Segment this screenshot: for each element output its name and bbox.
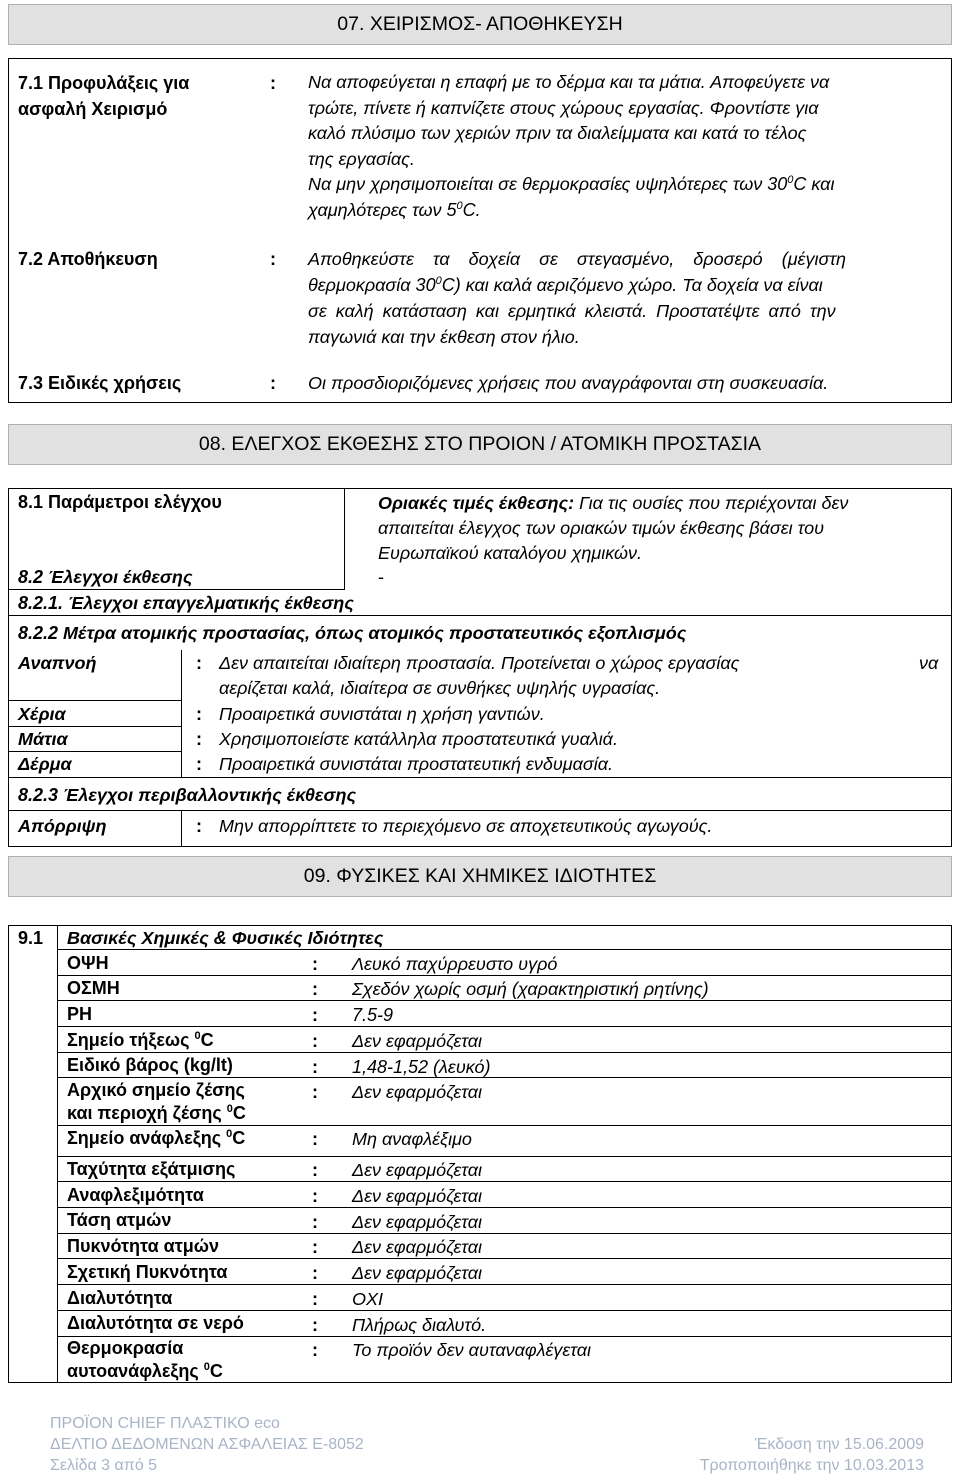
prop-colon: : <box>312 1340 318 1360</box>
prop-label-flammability: Αναφλεξιμότητα <box>67 1185 204 1205</box>
prop-value-flammability: Δεν εφαρμόζεται <box>352 1186 482 1206</box>
prop-colon: : <box>312 1082 318 1102</box>
s823-label: 8.2.3 Έλεγχοι περιβαλλοντικής έκθεσης <box>18 785 357 805</box>
prop-colon: : <box>312 1212 318 1232</box>
prop-value-evaporation-rate: Δεν εφαρμόζεται <box>352 1160 482 1180</box>
prop-colon: : <box>312 1160 318 1180</box>
row-divider <box>57 1077 951 1078</box>
hands-label: Χέρια <box>18 704 66 724</box>
s91-title-underline <box>57 949 951 950</box>
s81-divider <box>344 489 345 589</box>
prop-colon: : <box>312 1031 318 1051</box>
prop-value-ph: 7.5-9 <box>352 1005 394 1025</box>
prop-label-density: Ειδικό βάρος (kg/lt) <box>67 1055 233 1075</box>
prop-value-relative-density: Δεν εφαρμόζεται <box>352 1263 482 1283</box>
s72-colon: : <box>270 249 276 269</box>
skin-label: Δέρμα <box>18 754 72 774</box>
prop-label-flash-point: Σημείο ανάφλεξης $^0$C <box>67 1128 246 1148</box>
row-divider <box>57 975 951 976</box>
prop-label-melting-point: Σημείο τήξεως $^0$C <box>67 1030 214 1050</box>
prop-colon: : <box>312 1186 318 1206</box>
s71-text: Να αποφεύγεται η επαφή με το δέρμα και τα μάτια. Αποφεύγετε να τρώτε, πίνετε ή καπνίζετε στους χώρους εργασίας. Φροντίστε για καλό πλύσιμο των χεριών πριν τα διαλείμματα και κατά το τέλος της εργασίας. Να μην χρησιμοποιείται σε θερμοκρασίες υψηλότερες των $30^0C$ και χαμηλότερες των $5^0C$. <box>308 72 835 220</box>
section-8-header: 08. ΕΛΕΓΧΟΣ ΕΚΘΕΣΗΣ ΣΤΟ ΠΡΟΙΟΝ / ΑΤΟΜΙΚΗ ΠΡΟΣΤΑΣΙΑ <box>8 424 952 465</box>
s821-underline <box>9 615 951 616</box>
prop-value-water-solubility: Πλήρως διαλυτό. <box>352 1315 487 1335</box>
row-divider <box>57 1207 951 1208</box>
footer-sheet: ΔΕΛΤΙΟ ΔΕΔΟΜΕΝΩΝ ΑΣΦΑΛΕΙΑΣ Ε-8052 <box>50 1436 364 1453</box>
s71-label: 7.1 Προφυλάξεις για ασφαλή Χειρισμό <box>18 73 190 119</box>
respiration-colon: : <box>196 653 202 673</box>
s823-underline <box>9 810 951 811</box>
eyes-label: Μάτια <box>18 729 68 749</box>
prop-colon: : <box>312 1315 318 1335</box>
disposal-label: Απόρριψη <box>18 816 107 836</box>
respiration-text: Δεν απαιτείται ιδιαίτερη προστασία. Προτείνεται ο χώρος εργασίας αερίζεται καλά, ιδιαίτερα σε συνθήκες υψηλής υγρασίας. <box>219 653 740 698</box>
respiration-label: Αναπνοή <box>18 653 97 673</box>
prop-label-solubility: Διαλυτότητα <box>67 1288 173 1308</box>
prop-label-vapor-pressure: Τάση ατμών <box>67 1210 172 1230</box>
s73-colon: : <box>270 373 276 393</box>
prop-label-vapor-density: Πυκνότητα ατμών <box>67 1236 219 1256</box>
s73-label: 7.3 Ειδικές χρήσεις <box>18 373 182 393</box>
row-divider <box>57 1026 951 1027</box>
prop-label-evaporation-rate: Ταχύτητα εξάτμισης <box>67 1159 236 1179</box>
prop-label-appearance: ΟΨΗ <box>67 953 109 973</box>
s822-label: 8.2.2 Μέτρα ατομικής προστασίας, όπως ατομικός προστατευτικός εξοπλισμός <box>18 623 687 643</box>
prop-label-autoignition: Θερμοκρασία αυτοανάφλεξης $^0$C <box>67 1338 223 1381</box>
disposal-text: Μην απορρίπτετε το περιεχόμενο σε αποχετευτικούς αγωγούς. <box>219 816 713 836</box>
footer-product: ΠΡΟΪΟΝ CHIEF ΠΛΑΣΤΙΚΟ eco <box>50 1415 280 1432</box>
disposal-colon: : <box>196 816 202 836</box>
section-7-header: 07. ΧΕΙΡΙΣΜΟΣ- ΑΠΟΘΗΚΕΥΣΗ <box>8 4 952 45</box>
prop-colon: : <box>312 954 318 974</box>
prop-colon: : <box>312 1005 318 1025</box>
respiration-text-end: να <box>919 653 939 673</box>
prop-label-water-solubility: Διαλυτότητα σε νερό <box>67 1313 244 1333</box>
prop-value-odor: Σχεδόν χωρίς οσμή (χαρακτηριστική ρητίνης) <box>352 979 709 999</box>
prop-value-boiling-point: Δεν εφαρμόζεται <box>352 1082 482 1102</box>
s91-title: Βασικές Χημικές & Φυσικές Ιδιότητες <box>67 928 384 948</box>
s821-label: 8.2.1. Έλεγχοι επαγγελματικής έκθεσης <box>18 593 354 613</box>
s73-text: Οι προσδιοριζόμενες χρήσεις που αναγράφονται στη συσκευασία. <box>308 373 829 393</box>
s81-value: Οριακές τιμές έκθεσης: Για τις ουσίες που περιέχονται δεν απαιτείται έλεγχος των οριακών τιμών έκθεσης βάσει του Ευρωπαϊκού καταλόγου χημικών. <box>378 493 849 563</box>
prop-value-appearance: Λευκό παχύρρευστο υγρό <box>352 954 558 974</box>
row-divider <box>57 1284 951 1285</box>
footer-revised: Τροποποιήθηκε την 10.03.2013 <box>699 1457 924 1474</box>
s91-num-divider <box>57 926 58 1382</box>
skin-colon: : <box>196 754 202 774</box>
prop-colon: : <box>312 1237 318 1257</box>
s91-number: 9.1 <box>18 928 44 948</box>
s71-colon: : <box>270 73 276 93</box>
prop-value-autoignition: Το προϊόν δεν αυταναφλέγεται <box>352 1340 592 1360</box>
prop-colon: : <box>312 1263 318 1283</box>
prop-value-flash-point: Μη αναφλέξιμο <box>352 1129 472 1149</box>
prop-colon: : <box>312 1129 318 1149</box>
s81-label: 8.1 Παράμετροι ελέγχου <box>18 492 222 512</box>
prop-colon: : <box>312 1289 318 1309</box>
hands-colon: : <box>196 704 202 724</box>
eyes-text: Χρησιμοποιείστε κατάλληλα προστατευτικά γυαλιά. <box>219 729 618 749</box>
footer-page: Σελίδα 3 από 5 <box>50 1457 158 1474</box>
row-divider <box>57 1000 951 1001</box>
prop-label-relative-density: Σχετική Πυκνότητα <box>67 1262 228 1282</box>
skin-text: Προαιρετικά συνιστάται προστατευτική ενδυμασία. <box>219 754 614 774</box>
disposal-divider <box>181 811 182 846</box>
s82-underline <box>9 589 345 590</box>
s72-label: 7.2 Αποθήκευση <box>18 249 158 269</box>
prop-value-melting-point: Δεν εφαρμόζεται <box>352 1031 482 1051</box>
s82-label: 8.2 Έλεγχοι έκθεσης <box>18 567 193 587</box>
s72-text: Αποθηκεύστε τα δοχεία σε στεγασμένο, δροσερό (μέγιστη θερμοκρασία $30^0C$) και καλά αεριζόμενο χώρο. Τα δοχεία να είναι σε καλή κατάσταση και ερμητικά κλειστά. Προστατέψτε από την παγωνιά και την έκθεση στον ήλιο. <box>308 249 847 347</box>
protection-divider <box>181 650 182 778</box>
prop-colon: : <box>312 979 318 999</box>
prop-value-density: 1,48-1,52 (λευκό) <box>352 1057 491 1077</box>
row-divider <box>57 1258 951 1259</box>
prop-colon: : <box>312 1057 318 1077</box>
section-9-header: 09. ΦΥΣΙΚΕΣ ΚΑΙ ΧΗΜΙΚΕΣ ΙΔΙΟΤΗΤΕΣ <box>8 856 952 897</box>
prop-value-solubility: ΟΧΙ <box>352 1289 384 1309</box>
row-divider <box>57 1181 951 1182</box>
s82-value: - <box>378 567 384 587</box>
prop-label-boiling-point: Αρχικό σημείο ζέσης και περιοχή ζέσης $^0$C <box>67 1080 246 1123</box>
hands-text: Προαιρετικά συνιστάται η χρήση γαντιών. <box>219 704 545 724</box>
skin-underline <box>9 777 951 778</box>
prop-label-ph: PH <box>67 1004 93 1024</box>
prop-label-odor: ΟΣΜΗ <box>67 978 120 998</box>
respiration-underline <box>9 700 181 701</box>
eyes-colon: : <box>196 729 202 749</box>
prop-value-vapor-pressure: Δεν εφαρμόζεται <box>352 1212 482 1232</box>
prop-value-vapor-density: Δεν εφαρμόζεται <box>352 1237 482 1257</box>
footer-issued: Έκδοση την 15.06.2009 <box>754 1436 924 1453</box>
